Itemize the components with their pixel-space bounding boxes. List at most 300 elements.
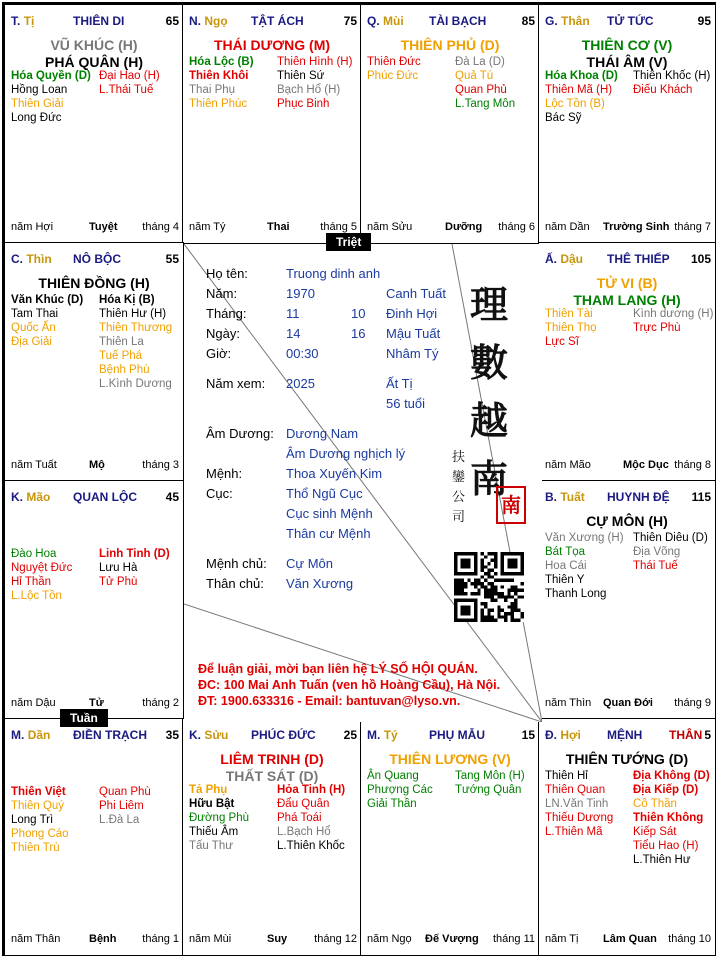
info-name: Truong dinh anh	[286, 266, 381, 281]
palace-stem: Ấ.	[545, 252, 557, 266]
minor-star: Đường Phù	[189, 812, 249, 824]
star-column-left	[545, 769, 613, 839]
info-menh: Thoa Xuyến Kim	[286, 466, 383, 481]
palace-age: 45	[165, 490, 179, 504]
minor-star: Thiên Diêu (D)	[633, 532, 708, 544]
minor-star: Quốc Ấn	[11, 322, 56, 334]
minor-star: Phi Liêm	[99, 800, 144, 812]
star-column-left	[189, 783, 249, 853]
palace-hoi[interactable]	[538, 718, 716, 956]
info-thanchu: Văn Xương	[286, 576, 354, 591]
palace-stage: Bệnh	[89, 933, 117, 945]
star-column-left	[545, 307, 597, 349]
palace-stage: Lâm Quan	[603, 933, 657, 945]
palace-dan[interactable]	[4, 718, 184, 956]
palace-stem: N.	[189, 14, 201, 28]
main-star: PHÁ QUÂN (H)	[45, 54, 143, 70]
info-view-can: Ất Tị	[386, 376, 413, 391]
main-star: THÁI ÂM (V)	[586, 54, 668, 70]
palace-branch: Dậu	[560, 252, 584, 266]
minor-star: Hóa Lộc (B)	[189, 56, 254, 68]
minor-star: LN.Văn Tinh	[545, 798, 609, 810]
palace-age: 105	[690, 252, 711, 266]
palace-stem: M.	[11, 728, 25, 742]
palace-name: PHỤ MẪU	[429, 728, 485, 742]
palace-position	[11, 490, 50, 504]
minor-star: Văn Khúc (D)	[11, 294, 84, 306]
star-column-left	[11, 293, 83, 349]
star-column-right	[277, 783, 345, 853]
qr-code-icon[interactable]	[454, 552, 524, 622]
palace-age: 95	[697, 14, 711, 28]
minor-star: Lộc Tồn (B)	[545, 98, 605, 110]
minor-star: Hóa Khoa (D)	[545, 70, 618, 82]
info-menh-row	[206, 466, 456, 486]
seal-stamp: 南	[496, 486, 526, 524]
info-month-row	[206, 306, 466, 326]
palace-branch: Tị	[23, 14, 35, 28]
palace-name: TỬ TỨC	[607, 14, 654, 28]
main-star: THIÊN LƯƠNG (V)	[389, 751, 511, 767]
palace-footer	[189, 933, 357, 947]
palace-branch: Mão	[26, 490, 51, 504]
minor-star: Phượng Các	[367, 784, 433, 796]
minor-star: Bạch Hổ (H)	[277, 84, 341, 96]
palace-name: PHÚC ĐỨC	[251, 728, 316, 742]
palace-month: tháng 1	[142, 933, 179, 945]
palace-dau[interactable]	[538, 242, 716, 482]
palace-age: 35	[165, 728, 179, 742]
palace-position	[545, 14, 590, 28]
palace-position	[11, 728, 50, 742]
palace-name: THIÊN DI	[73, 14, 125, 28]
palace-stage: Quan Đới	[603, 697, 653, 709]
palace-header	[367, 14, 535, 30]
main-star: CỰ MÔN (H)	[586, 513, 668, 529]
minor-star: L.Thiên Mã	[545, 826, 603, 838]
star-column-right	[99, 293, 172, 391]
star-column-right	[633, 769, 710, 867]
palace-name: MỆNH	[607, 728, 643, 742]
info-hour: 00:30	[286, 346, 319, 361]
minor-star: Địa Giải	[11, 336, 52, 348]
minor-star: Tấu Thư	[189, 840, 233, 852]
info-menhchu: Cự Môn	[286, 556, 333, 571]
minor-star: L.Tang Môn	[455, 98, 516, 110]
palace-age: 75	[343, 14, 357, 28]
palace-ti[interactable]	[4, 4, 184, 244]
palace-stage: Dưỡng	[445, 221, 483, 233]
star-column-left	[367, 769, 433, 811]
palace-year: năm Mùi	[189, 933, 232, 945]
main-star: THÁI DƯƠNG (M)	[213, 37, 331, 53]
palace-age: 115	[691, 490, 711, 504]
main-star: THIÊN CƠ (V)	[581, 37, 673, 53]
info-cuc: Thổ Ngũ Cục	[286, 486, 363, 501]
minor-star: Nguyệt Đức	[11, 562, 73, 574]
logo-small-1: 扶	[452, 450, 466, 465]
logo-small-3: 公	[452, 490, 466, 505]
palace-stage: Suy	[267, 933, 288, 945]
palace-suu[interactable]	[182, 718, 362, 956]
palace-month: tháng 10	[668, 933, 711, 945]
info-month-solar: 11	[286, 306, 300, 321]
main-star: THIÊN PHỦ (D)	[400, 37, 500, 53]
minor-star: Thái Tuế	[633, 560, 678, 572]
palace-year: năm Mão	[545, 459, 591, 471]
palace-stage: Tử	[89, 697, 104, 709]
star-column-right	[277, 55, 352, 111]
minor-star: Thiên Không	[633, 812, 704, 824]
minor-star: Thiên Hư (H)	[99, 308, 167, 320]
palace-age: 65	[165, 14, 179, 28]
star-column-left	[11, 69, 91, 125]
info-year-row	[206, 286, 466, 306]
palace-name: THÊ THIẾP	[607, 252, 670, 266]
info-year-label: Năm:	[206, 286, 238, 301]
minor-star: Điếu Khách	[633, 84, 693, 96]
minor-star: Phong Cáo	[11, 828, 69, 840]
palace-header	[545, 252, 711, 268]
palace-year: năm Dần	[545, 221, 590, 233]
logo-char-4: 南	[470, 456, 509, 501]
minor-star: Phục Binh	[277, 98, 330, 110]
palace-year: năm Thân	[11, 933, 61, 945]
minor-star: Thiên Việt	[11, 786, 66, 798]
palace-footer	[545, 933, 711, 947]
main-star: LIÊM TRINH (D)	[220, 751, 324, 767]
palace-age: 25	[343, 728, 357, 742]
minor-star: Long Đức	[11, 112, 62, 124]
minor-star: Thiếu Dương	[545, 812, 614, 824]
logo-small-2: 鑾	[452, 470, 466, 485]
palace-position	[545, 728, 581, 742]
info-age: 56 tuổi	[386, 396, 426, 411]
palace-name: TẬT ÁCH	[251, 14, 304, 28]
palace-position	[367, 728, 398, 742]
star-column-right	[455, 769, 525, 797]
star-column-left	[11, 547, 72, 603]
minor-star: Thiên Thương	[99, 322, 173, 334]
info-year: 1970	[286, 286, 315, 301]
minor-star: Quan Phù	[99, 786, 151, 798]
palace-month: tháng 4	[142, 221, 179, 233]
minor-star: Thiên Thọ	[545, 322, 597, 334]
palace-branch: Thìn	[26, 252, 52, 266]
minor-star: Thiên Phúc	[189, 98, 248, 110]
star-column-right	[99, 547, 170, 589]
palace-age: 55	[165, 252, 179, 266]
logo-char-2: 數	[470, 340, 509, 385]
palace-year: năm Thìn	[545, 697, 592, 709]
minor-star: Hữu Bật	[189, 798, 235, 810]
main-star: THAM LANG (H)	[573, 292, 681, 308]
palace-month: tháng 5	[320, 221, 357, 233]
minor-star: L.Thái Tuế	[99, 84, 154, 96]
palace-month: tháng 6	[498, 221, 535, 233]
minor-star: Hồng Loan	[11, 84, 68, 96]
minor-star: Ân Quang	[367, 770, 419, 782]
minor-star: Lưu Hà	[99, 562, 138, 574]
tuvi-chart	[2, 2, 716, 956]
palace-position	[189, 14, 228, 28]
palace-year: năm Tuất	[11, 459, 57, 471]
minor-star: Long Trì	[11, 814, 54, 826]
minor-star: Thanh Long	[545, 588, 607, 600]
palace-branch: Hợi	[560, 728, 581, 742]
minor-star: Thiên Trù	[11, 842, 60, 854]
main-star: TỬ VI (B)	[596, 275, 658, 291]
minor-star: Quan Phủ	[455, 84, 507, 96]
palace-branch: Ngọ	[204, 14, 228, 28]
info-view-label: Năm xem:	[206, 376, 266, 391]
minor-star: Thiên Đức	[367, 56, 421, 68]
minor-star: Giải Thần	[367, 798, 417, 810]
minor-star: Thiên Y	[545, 574, 585, 586]
info-cuc-label: Cục:	[206, 486, 233, 501]
palace-age: 85	[521, 14, 535, 28]
minor-star: Bát Tọa	[545, 546, 586, 558]
minor-star: Tam Thai	[11, 308, 59, 320]
info-day-lunar: 16	[351, 326, 366, 341]
palace-branch: Sửu	[204, 728, 229, 742]
info-view-row	[206, 376, 466, 396]
minor-star: Kình dương (H)	[633, 308, 714, 320]
palace-header	[11, 252, 179, 268]
palace-stage: Đế Vượng	[425, 933, 479, 945]
minor-star: Hóa Quyền (D)	[11, 70, 91, 82]
info-hour-can: Nhâm Tý	[386, 346, 439, 361]
minor-star: Thiên Khôi	[189, 70, 249, 82]
minor-star: Thiên Hình (H)	[277, 56, 353, 68]
minor-star: Thiên Quý	[11, 800, 65, 812]
palace-name: QUAN LỘC	[73, 490, 137, 504]
palace-month: tháng 3	[142, 459, 179, 471]
palace-than[interactable]	[538, 4, 716, 244]
minor-star: Tiểu Hao (H)	[633, 840, 699, 852]
info-month-lunar: 10	[351, 306, 366, 321]
info-menhchu-label: Mệnh chủ:	[206, 556, 267, 571]
palace-footer	[545, 697, 711, 711]
info-day-solar: 14	[286, 326, 301, 341]
main-star: THIÊN ĐỒNG (H)	[38, 275, 150, 291]
minor-star: Tang Môn (H)	[455, 770, 525, 782]
palace-footer	[11, 221, 179, 235]
minor-star: Thiên Sứ	[277, 70, 325, 82]
minor-star: Bệnh Phù	[99, 364, 150, 376]
palace-name-than: THÂN	[669, 728, 703, 742]
main-star: VŨ KHÚC (H)	[50, 37, 138, 53]
palace-stage: Mộ	[89, 459, 105, 471]
triet-badge: Triệt	[326, 233, 371, 251]
palace-header	[367, 728, 535, 744]
palace-position	[545, 252, 583, 266]
palace-stage: Trường Sinh	[603, 221, 670, 233]
minor-star: Tử Phù	[99, 576, 138, 588]
minor-star: Đào Hoa	[11, 548, 57, 560]
star-column-left	[367, 55, 421, 83]
info-thanchu-row	[206, 576, 456, 596]
palace-thin[interactable]	[4, 242, 184, 482]
star-column-right	[99, 785, 151, 827]
palace-name: TÀI BẠCH	[429, 14, 487, 28]
minor-star: L.Lộc Tồn	[11, 590, 62, 602]
palace-name: NÔ BỘC	[73, 252, 121, 266]
palace-mui[interactable]	[360, 4, 540, 244]
minor-star: Phúc Đức	[367, 70, 419, 82]
star-column-right	[633, 69, 710, 97]
minor-star: L.Kình Dương	[99, 378, 172, 390]
palace-year: năm Dậu	[11, 697, 56, 709]
palace-position	[545, 490, 585, 504]
palace-branch: Tý	[383, 728, 398, 742]
minor-star: Hoa Cái	[545, 560, 587, 572]
palace-year: năm Tị	[545, 933, 579, 945]
minor-star: Hỉ Thần	[11, 576, 52, 588]
palace-header	[545, 728, 711, 744]
minor-star: Linh Tinh (D)	[99, 548, 170, 560]
palace-ty[interactable]	[360, 718, 540, 956]
minor-star: Tuế Phá	[99, 350, 143, 362]
contact-line-1: Để luận giải, mời bạn liên hệ LÝ SỐ HỘI QUÁN.	[198, 662, 478, 676]
main-star: THẤT SÁT (D)	[225, 768, 319, 784]
palace-header	[11, 728, 179, 744]
minor-star: Hỏa Tinh (H)	[277, 784, 346, 796]
info-month-can: Đinh Hợi	[386, 306, 438, 321]
palace-month: tháng 2	[142, 697, 179, 709]
main-star: THIÊN TƯỚNG (D)	[565, 751, 689, 767]
minor-star: Thiên Mã (H)	[545, 84, 613, 96]
palace-footer	[11, 933, 179, 947]
palace-footer	[11, 459, 179, 473]
palace-footer	[367, 933, 535, 947]
logo-char-3: 越	[470, 398, 509, 443]
palace-stem: Q.	[367, 14, 380, 28]
star-column-left	[545, 69, 618, 125]
minor-star: Địa Không (D)	[633, 770, 710, 782]
info-hour-row	[206, 346, 466, 366]
info-day-can: Mậu Tuất	[386, 326, 441, 341]
palace-footer	[367, 221, 535, 235]
palace-stem: Đ.	[545, 728, 557, 742]
info-year-can: Canh Tuất	[386, 286, 446, 301]
minor-star: L.Thiên Khốc	[277, 840, 345, 852]
info-cuc2: Cục sinh Mệnh	[286, 506, 373, 521]
palace-stem: M.	[367, 728, 381, 742]
star-column-left	[11, 785, 69, 855]
minor-star: Địa Võng	[633, 546, 681, 558]
star-column-right	[99, 69, 160, 97]
info-menhchu-row	[206, 556, 456, 576]
info-amduong2: Âm Dương nghịch lý	[286, 446, 406, 461]
palace-stem: G.	[545, 14, 558, 28]
palace-mao[interactable]	[4, 480, 184, 720]
info-cuc3: Thân cư Mệnh	[286, 526, 371, 541]
minor-star: Thiên Khốc (H)	[633, 70, 711, 82]
chart-center	[184, 244, 542, 722]
palace-header	[189, 14, 357, 30]
palace-name: HUYNH ĐỆ	[607, 490, 670, 504]
minor-star: L.Đà La	[99, 814, 140, 826]
minor-star: Đẩu Quân	[277, 798, 330, 810]
palace-year: năm Sửu	[367, 221, 413, 233]
minor-star: Cô Thần	[633, 798, 677, 810]
palace-header	[545, 490, 711, 506]
minor-star: Thiên Quan	[545, 784, 606, 796]
minor-star: Địa Kiếp (D)	[633, 784, 699, 796]
minor-star: L.Bạch Hổ	[277, 826, 331, 838]
palace-branch: Tuất	[560, 490, 585, 504]
minor-star: Thiếu Âm	[189, 826, 239, 838]
palace-stem: K.	[11, 490, 23, 504]
palace-stage: Thai	[267, 221, 290, 233]
palace-position	[11, 252, 52, 266]
minor-star: Đại Hao (H)	[99, 70, 160, 82]
palace-position	[367, 14, 404, 28]
info-day-label: Ngày:	[206, 326, 240, 341]
palace-stem: K.	[189, 728, 201, 742]
info-amduong: Dương Nam	[286, 426, 359, 441]
palace-stem: B.	[545, 490, 557, 504]
contact-line-2: ĐC: 100 Mai Anh Tuấn (ven hồ Hoàng Cầu), Hà Nội.	[198, 678, 501, 692]
tuan-badge: Tuần	[60, 709, 108, 727]
star-column-right	[633, 307, 713, 335]
minor-star: Tướng Quân	[455, 784, 522, 796]
palace-year: năm Tý	[189, 221, 226, 233]
palace-ngo[interactable]	[182, 4, 362, 244]
info-amduong-row	[206, 426, 456, 446]
palace-header	[11, 14, 179, 30]
minor-star: Lực Sĩ	[545, 336, 579, 348]
minor-star: Quả Tú	[455, 70, 494, 82]
info-month-label: Tháng:	[206, 306, 247, 321]
info-name-label: Họ tên:	[206, 266, 248, 281]
palace-month: tháng 9	[674, 697, 711, 709]
logo-char-1: 理	[470, 282, 509, 327]
minor-star: Kiếp Sát	[633, 826, 677, 838]
minor-star: Đà La (D)	[455, 56, 505, 68]
info-hour-label: Giờ:	[206, 346, 232, 361]
palace-branch: Mùi	[383, 14, 404, 28]
palace-month: tháng 12	[314, 933, 357, 945]
info-view-year: 2025	[286, 376, 315, 391]
minor-star: Thai Phụ	[189, 84, 236, 96]
palace-month: tháng 7	[674, 221, 711, 233]
star-column-right	[455, 55, 515, 111]
contact-line-3[interactable]: ĐT: 1900.633316 - Email: bantuvan@lyso.vn.	[198, 694, 461, 708]
minor-star: Bác Sỹ	[545, 112, 582, 124]
palace-year: năm Ngọ	[367, 933, 412, 945]
palace-month: tháng 11	[492, 933, 535, 945]
logo-small-4: 司	[452, 510, 466, 525]
palace-header	[189, 728, 357, 744]
info-name-row	[206, 266, 446, 286]
minor-star: Phá Toái	[277, 812, 322, 824]
info-day-row	[206, 326, 466, 346]
palace-stem: T.	[11, 14, 21, 28]
palace-age: 5	[704, 728, 711, 742]
palace-branch: Dần	[27, 728, 51, 742]
info-menh-label: Mệnh:	[206, 466, 243, 481]
minor-star: Trực Phù	[633, 322, 681, 334]
info-amduong-label: Âm Dương:	[206, 426, 274, 441]
star-column-right	[633, 531, 708, 573]
palace-year: năm Hợi	[11, 221, 54, 233]
palace-name: ĐIỀN TRẠCH	[73, 728, 147, 742]
palace-tuat[interactable]	[538, 480, 716, 720]
palace-stem: C.	[11, 252, 23, 266]
minor-star: L.Thiên Hư	[633, 854, 691, 866]
